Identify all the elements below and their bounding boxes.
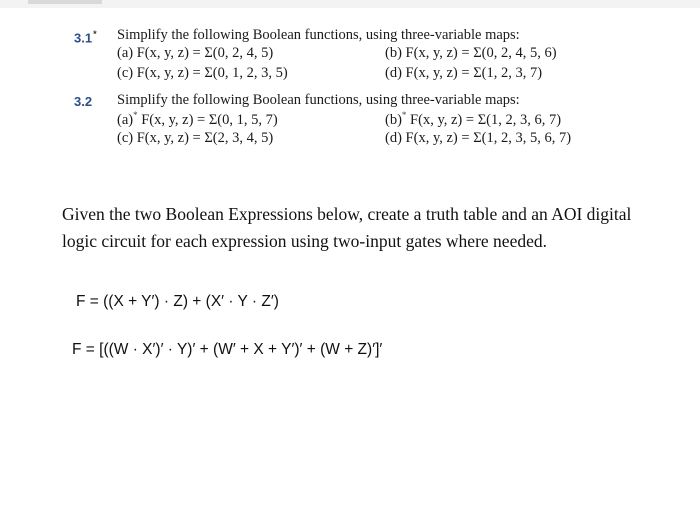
instruction-paragraph: Given the two Boolean Expressions below, create a truth table and an AOI digital logic circuit for each expression using two-input gates where needed. <box>62 204 632 251</box>
problem-3-1-item-c: (c) F(x, y, z) = Σ(0, 1, 2, 3, 5) <box>117 65 288 81</box>
star-marker: * <box>401 110 407 120</box>
problem-number-3-2: 3.2 <box>74 94 93 109</box>
problem-3-1-item-a: (a) F(x, y, z) = Σ(0, 2, 4, 5) <box>117 45 274 61</box>
problem-heading-3-2: Simplify the following Boolean functions, using three-variable maps: <box>117 92 520 108</box>
problem-heading-3-1: Simplify the following Boolean functions, using three-variable maps: <box>117 27 520 43</box>
problem-3-1-item-d: (d) F(x, y, z) = Σ(1, 2, 3, 7) <box>385 65 543 81</box>
top-bar-strip <box>28 0 102 4</box>
star-marker: * <box>133 110 138 120</box>
problem-3-2-item-d: (d) F(x, y, z) = Σ(1, 2, 3, 5, 6, 7) <box>385 130 572 146</box>
top-bar <box>0 0 700 8</box>
problem-3-2-item-b: (b)* F(x, y, z) = Σ(1, 2, 3, 6, 7) <box>385 110 562 128</box>
problem-3-1-item-b: (b) F(x, y, z) = Σ(0, 2, 4, 5, 6) <box>385 45 557 61</box>
problem-number-3-1: 3.1* <box>74 29 97 46</box>
boolean-expression-2: F = [((W · X′)′ · Y)′ + (W′ + X + Y′)′ + (W + Z)′]′ <box>72 341 383 358</box>
boolean-expression-1: F = ((X + Y′) · Z) + (X′ · Y · Z′) <box>76 293 279 310</box>
problem-3-2-item-a: (a)* F(x, y, z) = Σ(0, 1, 5, 7) <box>117 110 278 128</box>
problem-3-2-item-c: (c) F(x, y, z) = Σ(2, 3, 4, 5) <box>117 130 274 146</box>
